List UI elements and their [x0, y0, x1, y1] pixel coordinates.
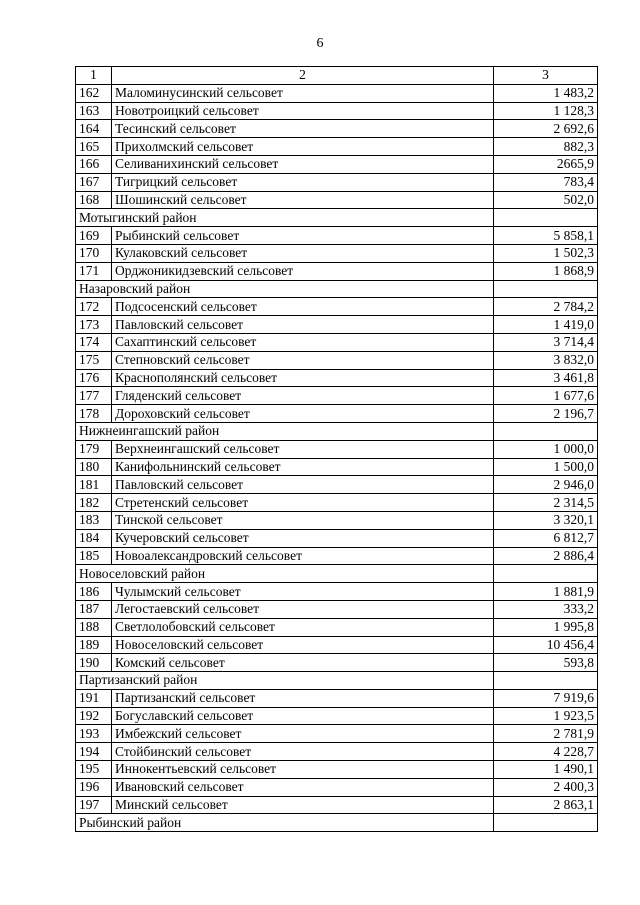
table-row — [76, 316, 598, 334]
council-name: Новоселовский сельсовет — [112, 636, 494, 654]
table-row — [76, 636, 598, 654]
table-row — [76, 405, 598, 423]
amount-value: 2 886,4 — [494, 547, 598, 565]
council-name: Комский сельсовет — [112, 654, 494, 672]
amount-value: 1 490,1 — [494, 761, 598, 779]
council-name: Новоалександровский сельсовет — [112, 547, 494, 565]
council-name: Канифольнинский сельсовет — [112, 458, 494, 476]
row-number: 164 — [76, 120, 112, 138]
table-row — [76, 138, 598, 156]
table-row — [76, 298, 598, 316]
table-row — [76, 761, 598, 779]
row-number: 181 — [76, 476, 112, 494]
row-number: 196 — [76, 778, 112, 796]
council-name: Кулаковский сельсовет — [112, 244, 494, 262]
amount-value: 3 320,1 — [494, 511, 598, 529]
amount-value: 1 500,0 — [494, 458, 598, 476]
table-row — [76, 707, 598, 725]
district-name: Новоселовский район — [76, 565, 494, 583]
council-name: Стретенский сельсовет — [112, 494, 494, 512]
council-name: Ивановский сельсовет — [112, 778, 494, 796]
council-name: Гляденский сельсовет — [112, 387, 494, 405]
amount-value: 1 000,0 — [494, 440, 598, 458]
district-value-cell — [494, 280, 598, 298]
row-number: 185 — [76, 547, 112, 565]
table-row — [76, 654, 598, 672]
row-number: 187 — [76, 600, 112, 618]
amount-value: 2 692,6 — [494, 120, 598, 138]
council-name: Тесинский сельсовет — [112, 120, 494, 138]
council-name: Иннокентьевский сельсовет — [112, 761, 494, 779]
row-number: 172 — [76, 298, 112, 316]
row-number: 178 — [76, 405, 112, 423]
amount-value: 882,3 — [494, 138, 598, 156]
table-row — [76, 796, 598, 814]
council-name: Дороховский сельсовет — [112, 405, 494, 423]
district-value-cell — [494, 209, 598, 227]
row-number: 177 — [76, 387, 112, 405]
row-number: 182 — [76, 494, 112, 512]
amount-value: 1 923,5 — [494, 707, 598, 725]
council-name: Краснополянский сельсовет — [112, 369, 494, 387]
table-row — [76, 155, 598, 173]
amount-value: 3 832,0 — [494, 351, 598, 369]
row-number: 194 — [76, 743, 112, 761]
table-body — [76, 67, 598, 832]
row-number: 168 — [76, 191, 112, 209]
table-row — [76, 440, 598, 458]
table-row — [76, 333, 598, 351]
council-name: Селиванихинский сельсовет — [112, 155, 494, 173]
row-number: 174 — [76, 333, 112, 351]
council-name: Партизанский сельсовет — [112, 689, 494, 707]
amount-value: 2 784,2 — [494, 298, 598, 316]
row-number: 175 — [76, 351, 112, 369]
amount-value: 502,0 — [494, 191, 598, 209]
amount-value: 2 400,3 — [494, 778, 598, 796]
row-number: 179 — [76, 440, 112, 458]
table-row — [76, 191, 598, 209]
amount-value: 1 677,6 — [494, 387, 598, 405]
district-value-cell — [494, 814, 598, 832]
row-number: 189 — [76, 636, 112, 654]
row-number: 166 — [76, 155, 112, 173]
header-col-2: 2 — [112, 67, 494, 85]
council-name: Рыбинский сельсовет — [112, 227, 494, 245]
row-number: 193 — [76, 725, 112, 743]
council-name: Имбежский сельсовет — [112, 725, 494, 743]
table-row — [76, 583, 598, 601]
amount-value: 1 502,3 — [494, 244, 598, 262]
council-name: Светлолобовский сельсовет — [112, 618, 494, 636]
table-header-row — [76, 67, 598, 85]
table-row — [76, 476, 598, 494]
amount-value: 2 314,5 — [494, 494, 598, 512]
district-value-cell — [494, 672, 598, 690]
table-row — [76, 725, 598, 743]
council-name: Степновский сельсовет — [112, 351, 494, 369]
council-name: Орджоникидзевский сельсовет — [112, 262, 494, 280]
table-row — [76, 84, 598, 102]
amount-value: 3 461,8 — [494, 369, 598, 387]
amount-value: 1 881,9 — [494, 583, 598, 601]
table-row — [76, 120, 598, 138]
table-row — [76, 529, 598, 547]
table-row — [76, 227, 598, 245]
table-row — [76, 173, 598, 191]
district-name: Партизанский район — [76, 672, 494, 690]
table-row — [76, 600, 598, 618]
amount-value: 2 946,0 — [494, 476, 598, 494]
council-name: Тинской сельсовет — [112, 511, 494, 529]
amount-value: 1 868,9 — [494, 262, 598, 280]
row-number: 188 — [76, 618, 112, 636]
district-name: Нижнеингашский район — [76, 422, 494, 440]
row-number: 167 — [76, 173, 112, 191]
row-number: 163 — [76, 102, 112, 120]
council-name: Кучеровский сельсовет — [112, 529, 494, 547]
district-name: Рыбинский район — [76, 814, 494, 832]
amount-value: 2665,9 — [494, 155, 598, 173]
row-number: 183 — [76, 511, 112, 529]
amount-value: 10 456,4 — [494, 636, 598, 654]
amount-value: 7 919,6 — [494, 689, 598, 707]
district-name: Мотыгинский район — [76, 209, 494, 227]
header-col-1: 1 — [76, 67, 112, 85]
row-number: 184 — [76, 529, 112, 547]
amount-value: 593,8 — [494, 654, 598, 672]
district-row — [76, 280, 598, 298]
table-row — [76, 494, 598, 512]
row-number: 171 — [76, 262, 112, 280]
table-row — [76, 743, 598, 761]
amount-value: 5 858,1 — [494, 227, 598, 245]
amount-value: 2 196,7 — [494, 405, 598, 423]
council-name: Минский сельсовет — [112, 796, 494, 814]
amount-value: 783,4 — [494, 173, 598, 191]
table-row — [76, 102, 598, 120]
amount-value: 333,2 — [494, 600, 598, 618]
table-row — [76, 351, 598, 369]
amount-value: 1 483,2 — [494, 84, 598, 102]
district-value-cell — [494, 565, 598, 583]
district-row — [76, 209, 598, 227]
header-col-3: 3 — [494, 67, 598, 85]
row-number: 176 — [76, 369, 112, 387]
row-number: 192 — [76, 707, 112, 725]
council-name: Новотроицкий сельсовет — [112, 102, 494, 120]
row-number: 186 — [76, 583, 112, 601]
table-row — [76, 511, 598, 529]
row-number: 195 — [76, 761, 112, 779]
district-row — [76, 565, 598, 583]
row-number: 169 — [76, 227, 112, 245]
council-name: Богуславский сельсовет — [112, 707, 494, 725]
amount-value: 3 714,4 — [494, 333, 598, 351]
row-number: 162 — [76, 84, 112, 102]
table-row — [76, 369, 598, 387]
council-name: Шошинский сельсовет — [112, 191, 494, 209]
row-number: 190 — [76, 654, 112, 672]
district-row — [76, 422, 598, 440]
row-number: 197 — [76, 796, 112, 814]
table-row — [76, 458, 598, 476]
council-name: Верхнеингашский сельсовет — [112, 440, 494, 458]
row-number: 191 — [76, 689, 112, 707]
amount-value: 2 781,9 — [494, 725, 598, 743]
district-value-cell — [494, 422, 598, 440]
district-name: Назаровский район — [76, 280, 494, 298]
amount-value: 1 128,3 — [494, 102, 598, 120]
council-name: Чулымский сельсовет — [112, 583, 494, 601]
table-row — [76, 547, 598, 565]
table-row — [76, 778, 598, 796]
council-name: Стойбинский сельсовет — [112, 743, 494, 761]
district-row — [76, 814, 598, 832]
council-name: Павловский сельсовет — [112, 476, 494, 494]
district-row — [76, 672, 598, 690]
row-number: 165 — [76, 138, 112, 156]
table-row — [76, 244, 598, 262]
council-name: Подсосенский сельсовет — [112, 298, 494, 316]
amount-value: 1 995,8 — [494, 618, 598, 636]
table-row — [76, 689, 598, 707]
council-name: Сахаптинский сельсовет — [112, 333, 494, 351]
council-name: Прихолмский сельсовет — [112, 138, 494, 156]
council-name: Легостаевский сельсовет — [112, 600, 494, 618]
page-number: 6 — [316, 36, 324, 51]
amount-value: 6 812,7 — [494, 529, 598, 547]
row-number: 180 — [76, 458, 112, 476]
council-name: Тигрицкий сельсовет — [112, 173, 494, 191]
council-name: Маломинусинский сельсовет — [112, 84, 494, 102]
council-name: Павловский сельсовет — [112, 316, 494, 334]
row-number: 170 — [76, 244, 112, 262]
amount-value: 1 419,0 — [494, 316, 598, 334]
table-row — [76, 262, 598, 280]
table-row — [76, 618, 598, 636]
amount-value: 2 863,1 — [494, 796, 598, 814]
table-row — [76, 387, 598, 405]
amount-value: 4 228,7 — [494, 743, 598, 761]
row-number: 173 — [76, 316, 112, 334]
budget-table — [75, 66, 598, 832]
